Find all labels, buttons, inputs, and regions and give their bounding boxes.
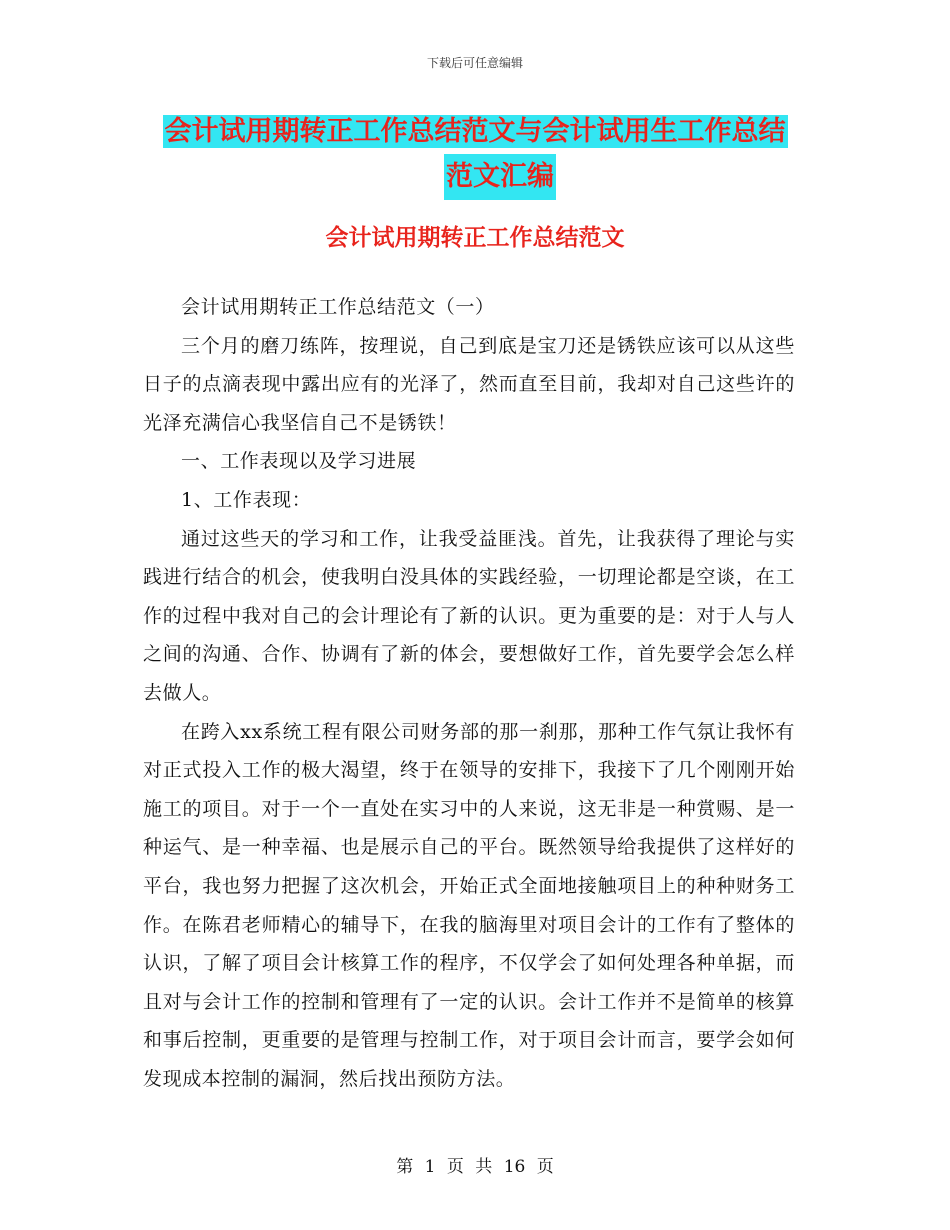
- paragraph-heading-1-1: 1、工作表现：: [181, 488, 312, 511]
- section-title: 会计试用期转正工作总结范文: [325, 225, 625, 251]
- paragraph-body-1: 通过这些天的学习和工作，让我受益匪浅。首先，让我获得了理论与实践进行结合的机会，使我明白没具体的实践经验，一切理论都是空谈，在工作的过程中我对自己的会计理论有了新的认识。更为重要的是：对于人与人之间的沟通、合作、协调有了新的体会，要想做好工作，首先要学会怎么样去做人。: [143, 527, 795, 704]
- document-title-line2: 范文汇编: [444, 154, 556, 200]
- paragraph-body-2: 在跨入xx系统工程有限公司财务部的那一刹那，那种工作气氛让我怀有对正式投入工作的极大渴望，终于在领导的安排下，我接下了几个刚刚开始施工的项目。对于一个一直处在实习中的人来说，这无非是一种赏赐、是一种运气、是一种幸福、也是展示自己的平台。既然领导给我提供了这样好的平台，我也努力把握了这次机会，开始正式全面地接触项目上的种种财务工作。在陈君老师精心的辅导下，在我的脑海里对项目会计的工作有了整体的认识，了解了项目会计核算工作的程序，不仅学会了如何处理各种单据，而且对与会计工作的控制和管理有了一定的认识。会计工作并不是简单的核算和事后控制，更重要的是管理与控制工作，对于项目会计而言，要学会如何发现成本控制的漏洞，然后找出预防方法。: [143, 720, 795, 1090]
- document-title-line1: 会计试用期转正工作总结范文与会计试用生工作总结: [164, 116, 786, 147]
- page-footer: 第 1 页 共 16 页: [396, 1157, 554, 1177]
- paragraph-intro: 三个月的磨刀练阵，按理说，自己到底是宝刀还是锈铁应该可以从这些日子的点滴表现中露出应有的光泽了，然而直至目前，我却对自己这些许的光泽充满信心我坚信自己不是锈铁！: [143, 334, 795, 434]
- body-text: [143, 288, 795, 1098]
- document-title: [0, 110, 950, 200]
- paragraph-subtitle: 会计试用期转正工作总结范文（一）: [181, 296, 495, 318]
- paragraph-heading-1: 一、工作表现以及学习进展: [181, 450, 417, 473]
- header-note: 下载后可任意编辑: [426, 56, 523, 70]
